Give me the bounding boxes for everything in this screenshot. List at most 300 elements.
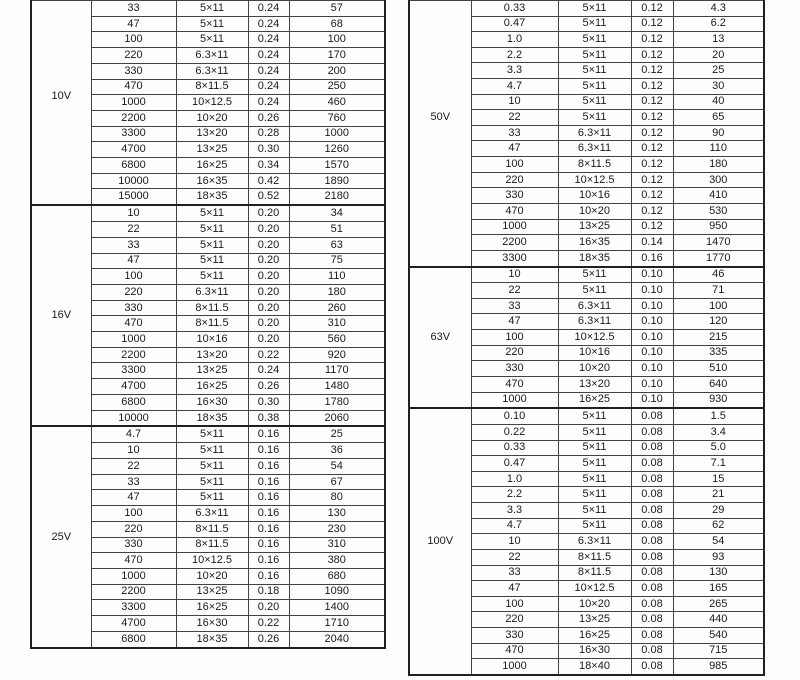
case-size-cell: 13×20	[558, 376, 631, 392]
ripple-current-cell: 310	[289, 537, 385, 553]
capacitance-cell: 3300	[91, 126, 176, 142]
ripple-current-cell: 62	[673, 518, 764, 534]
tan-delta-cell: 0.16	[248, 521, 289, 537]
capacitance-cell: 330	[471, 188, 558, 204]
ripple-current-cell: 1470	[673, 235, 764, 251]
case-size-cell: 13×25	[558, 612, 631, 628]
ripple-current-cell: 1090	[289, 584, 385, 600]
capacitance-cell: 3.3	[471, 503, 558, 519]
tan-delta-cell: 0.24	[248, 79, 289, 95]
capacitance-cell: 2200	[91, 347, 176, 363]
case-size-cell: 5×11	[176, 16, 248, 32]
case-size-cell: 16×30	[558, 643, 631, 659]
case-size-cell: 18×35	[176, 410, 248, 426]
ripple-current-cell: 40	[673, 94, 764, 110]
tan-delta-cell: 0.12	[631, 63, 673, 79]
tan-delta-cell: 0.28	[248, 126, 289, 142]
tan-delta-cell: 0.30	[248, 394, 289, 410]
case-size-cell: 13×25	[176, 142, 248, 158]
voltage-group-label: 63V	[430, 330, 451, 343]
capacitance-cell: 22	[91, 222, 176, 238]
tan-delta-cell: 0.10	[631, 392, 673, 408]
tan-delta-cell: 0.20	[248, 253, 289, 269]
tan-delta-cell: 0.24	[248, 48, 289, 64]
case-size-cell: 5×11	[558, 63, 631, 79]
ripple-current-cell: 200	[289, 63, 385, 79]
capacitance-cell: 220	[471, 612, 558, 628]
ripple-current-cell: 68	[289, 16, 385, 32]
case-size-cell: 5×11	[558, 518, 631, 534]
tan-delta-cell: 0.16	[248, 553, 289, 569]
tan-delta-cell: 0.22	[248, 616, 289, 632]
case-size-cell: 13×25	[558, 219, 631, 235]
case-size-cell: 16×30	[176, 394, 248, 410]
tan-delta-cell: 0.08	[631, 487, 673, 503]
voltage-group-label: 10V	[51, 90, 72, 103]
tan-delta-cell: 0.12	[631, 32, 673, 48]
tan-delta-cell: 0.16	[248, 426, 289, 442]
capacitance-cell: 1000	[91, 568, 176, 584]
capacitance-cell: 1000	[471, 219, 558, 235]
capacitance-cell: 0.22	[471, 425, 558, 441]
case-size-cell: 13×20	[176, 347, 248, 363]
tan-delta-cell: 0.10	[631, 330, 673, 346]
case-size-cell: 5×11	[176, 32, 248, 48]
case-size-cell: 18×40	[558, 659, 631, 675]
ripple-current-cell: 13	[673, 32, 764, 48]
case-size-cell: 16×25	[176, 600, 248, 616]
ripple-current-cell: 170	[289, 48, 385, 64]
tan-delta-cell: 0.08	[631, 425, 673, 441]
capacitance-cell: 1000	[91, 332, 176, 348]
case-size-cell: 10×12.5	[558, 581, 631, 597]
capacitance-cell: 6800	[91, 631, 176, 648]
capacitance-cell: 2.2	[471, 47, 558, 63]
case-size-cell: 5×11	[558, 425, 631, 441]
tan-delta-cell: 0.24	[248, 16, 289, 32]
ripple-current-cell: 310	[289, 316, 385, 332]
tan-delta-cell: 0.08	[631, 581, 673, 597]
ripple-current-cell: 3.4	[673, 425, 764, 441]
capacitance-cell: 1000	[471, 392, 558, 408]
ripple-current-cell: 2180	[289, 189, 385, 205]
case-size-cell: 6.3×11	[558, 298, 631, 314]
case-size-cell: 6.3×11	[558, 534, 631, 550]
capacitance-cell: 10	[91, 443, 176, 459]
tan-delta-cell: 0.12	[631, 94, 673, 110]
case-size-cell: 5×11	[558, 471, 631, 487]
capacitance-cell: 470	[91, 79, 176, 95]
tan-delta-cell: 0.12	[631, 219, 673, 235]
case-size-cell: 5×11	[176, 490, 248, 506]
case-size-cell: 10×20	[558, 203, 631, 219]
capacitance-cell: 470	[91, 316, 176, 332]
tan-delta-cell: 0.16	[248, 490, 289, 506]
case-size-cell: 18×35	[176, 631, 248, 648]
case-size-cell: 10×16	[558, 188, 631, 204]
capacitance-cell: 10000	[91, 410, 176, 426]
capacitance-cell: 1000	[471, 659, 558, 675]
tan-delta-cell: 0.42	[248, 173, 289, 189]
case-size-cell: 8×11.5	[176, 537, 248, 553]
tan-delta-cell: 0.08	[631, 534, 673, 550]
case-size-cell: 10×20	[558, 361, 631, 377]
capacitance-cell: 10	[91, 205, 176, 221]
ripple-current-cell: 30	[673, 79, 764, 95]
ripple-current-cell: 300	[673, 172, 764, 188]
ripple-current-cell: 46	[673, 267, 764, 283]
ripple-current-cell: 1780	[289, 394, 385, 410]
case-size-cell: 13×25	[176, 584, 248, 600]
capacitance-cell: 100	[91, 506, 176, 522]
ripple-current-cell: 1170	[289, 363, 385, 379]
capacitance-cell: 3.3	[471, 63, 558, 79]
tan-delta-cell: 0.08	[631, 440, 673, 456]
case-size-cell: 5×11	[558, 16, 631, 32]
capacitance-cell: 33	[91, 1, 176, 17]
ripple-current-cell: 65	[673, 110, 764, 126]
ripple-current-cell: 410	[673, 188, 764, 204]
tan-delta-cell: 0.10	[631, 298, 673, 314]
case-size-cell: 5×11	[176, 237, 248, 253]
ripple-current-cell: 930	[673, 392, 764, 408]
ripple-current-cell: 100	[673, 298, 764, 314]
case-size-cell: 10×12.5	[558, 172, 631, 188]
capacitance-cell: 330	[91, 300, 176, 316]
ripple-current-cell: 130	[289, 506, 385, 522]
capacitance-cell: 47	[91, 490, 176, 506]
tan-delta-cell: 0.16	[248, 506, 289, 522]
ripple-current-cell: 950	[673, 219, 764, 235]
ripple-current-cell: 57	[289, 1, 385, 17]
capacitance-cell: 3300	[91, 363, 176, 379]
case-size-cell: 10×20	[558, 596, 631, 612]
ripple-current-cell: 440	[673, 612, 764, 628]
voltage-group-label: 25V	[51, 530, 72, 543]
ripple-current-cell: 460	[289, 95, 385, 111]
ripple-current-cell: 54	[673, 534, 764, 550]
tan-delta-cell: 0.08	[631, 659, 673, 675]
voltage-group-label: 100V	[427, 535, 454, 548]
ripple-current-cell: 25	[673, 63, 764, 79]
capacitance-cell: 6800	[91, 158, 176, 174]
tan-delta-cell: 0.12	[631, 1, 673, 17]
ripple-current-cell: 1480	[289, 379, 385, 395]
ripple-current-cell: 110	[673, 141, 764, 157]
tan-delta-cell: 0.08	[631, 471, 673, 487]
tan-delta-cell: 0.08	[631, 596, 673, 612]
ripple-current-cell: 1.5	[673, 408, 764, 424]
case-size-cell: 6.3×11	[558, 125, 631, 141]
ripple-current-cell: 510	[673, 361, 764, 377]
capacitance-cell: 47	[471, 581, 558, 597]
ripple-current-cell: 180	[673, 157, 764, 173]
capacitance-cell: 470	[471, 643, 558, 659]
case-size-cell: 5×11	[558, 32, 631, 48]
tan-delta-cell: 0.24	[248, 32, 289, 48]
capacitance-cell: 2.2	[471, 487, 558, 503]
capacitance-cell: 220	[91, 521, 176, 537]
case-size-cell: 8×11.5	[176, 79, 248, 95]
case-size-cell: 8×11.5	[176, 316, 248, 332]
capacitance-cell: 6800	[91, 394, 176, 410]
ripple-current-cell: 75	[289, 253, 385, 269]
case-size-cell: 16×35	[558, 235, 631, 251]
capacitance-cell: 2200	[91, 584, 176, 600]
ripple-current-cell: 250	[289, 79, 385, 95]
capacitance-cell: 330	[91, 63, 176, 79]
tan-delta-cell: 0.26	[248, 110, 289, 126]
ripple-current-cell: 80	[289, 490, 385, 506]
case-size-cell: 13×20	[176, 126, 248, 142]
case-size-cell: 5×11	[176, 443, 248, 459]
ripple-current-cell: 90	[673, 125, 764, 141]
ripple-current-cell: 2060	[289, 410, 385, 426]
capacitance-cell: 220	[91, 48, 176, 64]
capacitance-cell: 47	[471, 314, 558, 330]
ripple-current-cell: 5.0	[673, 440, 764, 456]
tan-delta-cell: 0.52	[248, 189, 289, 205]
case-size-cell: 16×25	[176, 158, 248, 174]
tan-delta-cell: 0.24	[248, 63, 289, 79]
voltage-group-cell	[31, 205, 91, 426]
ripple-current-cell: 29	[673, 503, 764, 519]
ripple-current-cell: 1570	[289, 158, 385, 174]
voltage-group-label: 50V	[430, 110, 451, 123]
capacitance-cell: 22	[91, 459, 176, 475]
capacitance-cell: 0.33	[471, 1, 558, 17]
case-size-cell: 18×35	[558, 250, 631, 266]
ripple-current-cell: 21	[673, 487, 764, 503]
capacitance-cell: 4.7	[471, 79, 558, 95]
tan-delta-cell: 0.18	[248, 584, 289, 600]
case-size-cell: 10×16	[558, 345, 631, 361]
capacitance-cell: 3300	[91, 600, 176, 616]
capacitance-cell: 33	[471, 565, 558, 581]
ripple-current-cell: 1710	[289, 616, 385, 632]
case-size-cell: 18×35	[176, 189, 248, 205]
tan-delta-cell: 0.16	[248, 459, 289, 475]
tan-delta-cell: 0.16	[248, 568, 289, 584]
capacitance-cell: 4700	[91, 142, 176, 158]
tan-delta-cell: 0.20	[248, 300, 289, 316]
tan-delta-cell: 0.24	[248, 95, 289, 111]
ripple-current-cell: 530	[673, 203, 764, 219]
case-size-cell: 5×11	[558, 440, 631, 456]
ripple-current-cell: 165	[673, 581, 764, 597]
tan-delta-cell: 0.16	[248, 537, 289, 553]
case-size-cell: 8×11.5	[176, 521, 248, 537]
case-size-cell: 5×11	[176, 426, 248, 442]
capacitance-cell: 220	[91, 284, 176, 300]
capacitance-cell: 100	[471, 330, 558, 346]
ripple-current-cell: 20	[673, 47, 764, 63]
tan-delta-cell: 0.20	[248, 284, 289, 300]
capacitance-cell: 4.7	[91, 426, 176, 442]
case-size-cell: 5×11	[176, 1, 248, 17]
ripple-current-cell: 25	[289, 426, 385, 442]
capacitance-cell: 47	[91, 253, 176, 269]
tan-delta-cell: 0.12	[631, 157, 673, 173]
capacitor-spec-table-50v-100v	[408, 0, 765, 676]
tan-delta-cell: 0.20	[248, 237, 289, 253]
ripple-current-cell: 51	[289, 222, 385, 238]
capacitance-cell: 10	[471, 534, 558, 550]
case-size-cell: 8×11.5	[558, 565, 631, 581]
ripple-current-cell: 6.2	[673, 16, 764, 32]
capacitance-cell: 0.47	[471, 456, 558, 472]
tan-delta-cell: 0.08	[631, 518, 673, 534]
tan-delta-cell: 0.08	[631, 456, 673, 472]
tan-delta-cell: 0.22	[248, 347, 289, 363]
capacitance-cell: 4700	[91, 616, 176, 632]
capacitance-cell: 100	[471, 157, 558, 173]
case-size-cell: 5×11	[558, 283, 631, 299]
capacitance-cell: 33	[471, 125, 558, 141]
case-size-cell: 6.3×11	[176, 284, 248, 300]
case-size-cell: 5×11	[176, 474, 248, 490]
capacitance-cell: 330	[91, 537, 176, 553]
capacitance-cell: 47	[471, 141, 558, 157]
case-size-cell: 5×11	[558, 456, 631, 472]
capacitance-cell: 22	[471, 549, 558, 565]
ripple-current-cell: 335	[673, 345, 764, 361]
ripple-current-cell: 15	[673, 471, 764, 487]
ripple-current-cell: 260	[289, 300, 385, 316]
tan-delta-cell: 0.10	[631, 376, 673, 392]
tan-delta-cell: 0.26	[248, 379, 289, 395]
case-size-cell: 5×11	[558, 47, 631, 63]
tan-delta-cell: 0.10	[631, 361, 673, 377]
ripple-current-cell: 7.1	[673, 456, 764, 472]
case-size-cell: 5×11	[558, 487, 631, 503]
voltage-group-cell	[31, 426, 91, 648]
case-size-cell: 5×11	[558, 94, 631, 110]
capacitance-cell: 330	[471, 361, 558, 377]
tan-delta-cell: 0.20	[248, 222, 289, 238]
tan-delta-cell: 0.16	[631, 250, 673, 266]
capacitance-cell: 33	[91, 474, 176, 490]
case-size-cell: 16×30	[176, 616, 248, 632]
case-size-cell: 5×11	[558, 1, 631, 17]
tan-delta-cell: 0.08	[631, 549, 673, 565]
ripple-current-cell: 680	[289, 568, 385, 584]
tan-delta-cell: 0.10	[631, 283, 673, 299]
tan-delta-cell: 0.08	[631, 643, 673, 659]
ripple-current-cell: 540	[673, 627, 764, 643]
capacitance-cell: 1.0	[471, 32, 558, 48]
tan-delta-cell: 0.10	[631, 267, 673, 283]
case-size-cell: 6.3×11	[176, 63, 248, 79]
ripple-current-cell: 120	[673, 314, 764, 330]
tan-delta-cell: 0.08	[631, 612, 673, 628]
tan-delta-cell: 0.24	[248, 363, 289, 379]
capacitance-cell: 33	[91, 237, 176, 253]
capacitance-cell: 100	[91, 32, 176, 48]
capacitance-cell: 470	[471, 203, 558, 219]
ripple-current-cell: 180	[289, 284, 385, 300]
ripple-current-cell: 110	[289, 269, 385, 285]
case-size-cell: 10×12.5	[176, 553, 248, 569]
ripple-current-cell: 36	[289, 443, 385, 459]
tan-delta-cell: 0.12	[631, 79, 673, 95]
ripple-current-cell: 71	[673, 283, 764, 299]
capacitance-cell: 10	[471, 267, 558, 283]
tan-delta-cell: 0.34	[248, 158, 289, 174]
case-size-cell: 5×11	[558, 110, 631, 126]
capacitor-spec-table-10v-25v	[30, 0, 386, 649]
tan-delta-cell: 0.24	[248, 1, 289, 17]
tan-delta-cell: 0.12	[631, 188, 673, 204]
case-size-cell: 5×11	[176, 459, 248, 475]
ripple-current-cell: 760	[289, 110, 385, 126]
capacitance-cell: 1000	[91, 95, 176, 111]
tan-delta-cell: 0.38	[248, 410, 289, 426]
tan-delta-cell: 0.10	[631, 345, 673, 361]
case-size-cell: 16×25	[558, 392, 631, 408]
tan-delta-cell: 0.12	[631, 172, 673, 188]
tan-delta-cell: 0.20	[248, 316, 289, 332]
ripple-current-cell: 1000	[289, 126, 385, 142]
capacitance-cell: 2200	[471, 235, 558, 251]
capacitance-cell: 15000	[91, 189, 176, 205]
ripple-current-cell: 265	[673, 596, 764, 612]
case-size-cell: 5×11	[176, 205, 248, 221]
case-size-cell: 10×16	[176, 332, 248, 348]
case-size-cell: 10×12.5	[558, 330, 631, 346]
ripple-current-cell: 920	[289, 347, 385, 363]
capacitance-cell: 220	[471, 172, 558, 188]
ripple-current-cell: 985	[673, 659, 764, 675]
tan-delta-cell: 0.12	[631, 16, 673, 32]
case-size-cell: 10×20	[176, 110, 248, 126]
capacitance-cell: 0.10	[471, 408, 558, 424]
tan-delta-cell: 0.20	[248, 600, 289, 616]
tan-delta-cell: 0.12	[631, 141, 673, 157]
tan-delta-cell: 0.08	[631, 408, 673, 424]
case-size-cell: 8×11.5	[558, 157, 631, 173]
ripple-current-cell: 93	[673, 549, 764, 565]
voltage-group-cell	[409, 1, 471, 267]
tan-delta-cell: 0.14	[631, 235, 673, 251]
case-size-cell: 6.3×11	[558, 314, 631, 330]
ripple-current-cell: 1400	[289, 600, 385, 616]
case-size-cell: 6.3×11	[176, 506, 248, 522]
case-size-cell: 10×20	[176, 568, 248, 584]
capacitance-cell: 3300	[471, 250, 558, 266]
case-size-cell: 5×11	[558, 408, 631, 424]
tan-delta-cell: 0.26	[248, 631, 289, 648]
ripple-current-cell: 4.3	[673, 1, 764, 17]
tan-delta-cell: 0.08	[631, 627, 673, 643]
ripple-current-cell: 640	[673, 376, 764, 392]
capacitance-cell: 100	[91, 269, 176, 285]
case-size-cell: 8×11.5	[176, 300, 248, 316]
capacitance-cell: 10000	[91, 173, 176, 189]
ripple-current-cell: 1260	[289, 142, 385, 158]
case-size-cell: 13×25	[176, 363, 248, 379]
tan-delta-cell: 0.16	[248, 474, 289, 490]
capacitance-cell: 33	[471, 298, 558, 314]
capacitance-cell: 100	[471, 596, 558, 612]
case-size-cell: 5×11	[176, 253, 248, 269]
case-size-cell: 6.3×11	[176, 48, 248, 64]
ripple-current-cell: 215	[673, 330, 764, 346]
ripple-current-cell: 560	[289, 332, 385, 348]
capacitance-cell: 22	[471, 283, 558, 299]
case-size-cell: 5×11	[558, 503, 631, 519]
case-size-cell: 5×11	[176, 269, 248, 285]
